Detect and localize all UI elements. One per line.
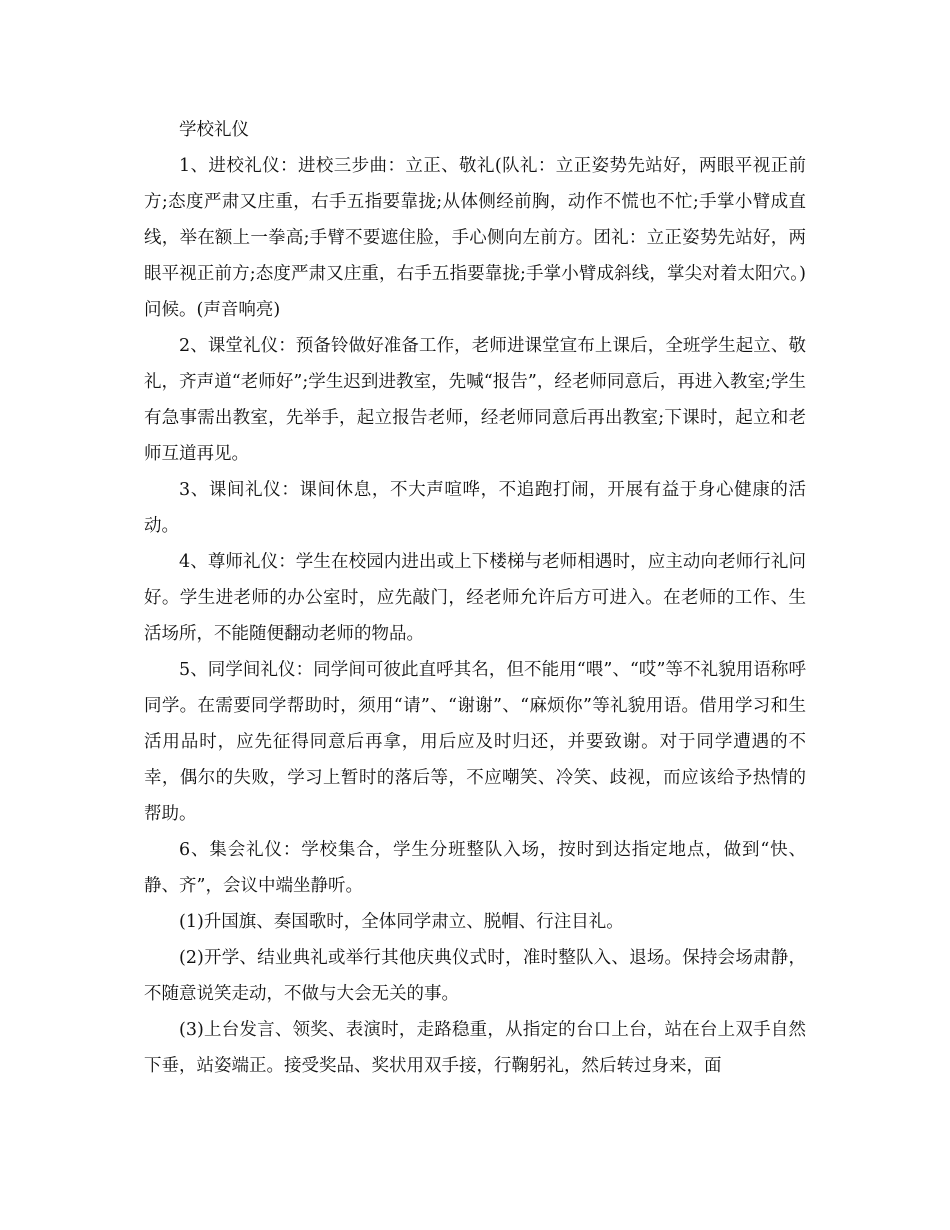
paragraph-assembly-etiquette: 6、集会礼仪：学校集合，学生分班整队入场，按时到达指定地点，做到“快、静、齐”，会议中端坐静听。 [144,840,806,896]
paragraph-ceremony: (2)开学、结业典礼或举行其他庆典仪式时，准时整队入、退场。保持会场肃静，不随意说笑走动，不做与大会无关的事。 [144,948,806,1004]
paragraph-flag-raising: (1)升国旗、奏国歌时，全体同学肃立、脱帽、行注目礼。 [179,912,624,932]
paragraph-entrance-etiquette: 1、进校礼仪：进校三步曲：立正、敬礼(队礼：立正姿势先站好，两眼平视正前方;态度严肃又庄重，右手五指要靠拢;从体侧经前胸，动作不慌也不忙;手掌小臂成直线，举在额上一拳高;手臂不要遮住脸，手心侧向左前方。团礼：立正姿势先站好，两眼平视正前方;态度严肃又庄重，右手五指要靠拢;手掌小臂成斜线，掌尖对着太阳穴。)问候。(声音响亮) [144,156,806,320]
paragraph-teacher-respect-etiquette: 4、尊师礼仪：学生在校园内进出或上下楼梯与老师相遇时，应主动向老师行礼问好。学生进老师的办公室时，应先敲门，经老师允许后方可进入。在老师的工作、生活场所，不能随便翻动老师的物品。 [144,552,806,644]
paragraph-classroom-etiquette: 2、课堂礼仪：预备铃做好准备工作，老师进课堂宣布上课后，全班学生起立、敬礼，齐声道“老师好”;学生迟到进教室，先喊“报告”，经老师同意后，再进入教室;学生有急事需出教室，先举手，起立报告老师，经老师同意后再出教室;下课时，起立和老师互道再见。 [144,336,806,464]
paragraph-break-etiquette: 3、课间礼仪：课间休息，不大声喧哗，不追跑打闹，开展有益于身心健康的活动。 [144,480,806,536]
paragraph-stage-etiquette: (3)上台发言、领奖、表演时，走路稳重，从指定的台口上台，站在台上双手自然下垂，站姿端正。接受奖品、奖状用双手接，行鞠躬礼，然后转过身来，面 [144,1020,806,1076]
document-title: 学校礼仪 [179,120,249,140]
document-body [144,112,806,1084]
paragraph-classmate-etiquette: 5、同学间礼仪：同学间可彼此直呼其名，但不能用“喂”、“哎”等不礼貌用语称呼同学。在需要同学帮助时，须用“请”、“谢谢”、“麻烦你”等礼貌用语。借用学习和生活用品时，应先征得同意后再拿，用后应及时归还，并要致谢。对于同学遭遇的不幸，偶尔的失败，学习上暂时的落后等，不应嘲笑、冷笑、歧视，而应该给予热情的帮助。 [144,660,806,824]
